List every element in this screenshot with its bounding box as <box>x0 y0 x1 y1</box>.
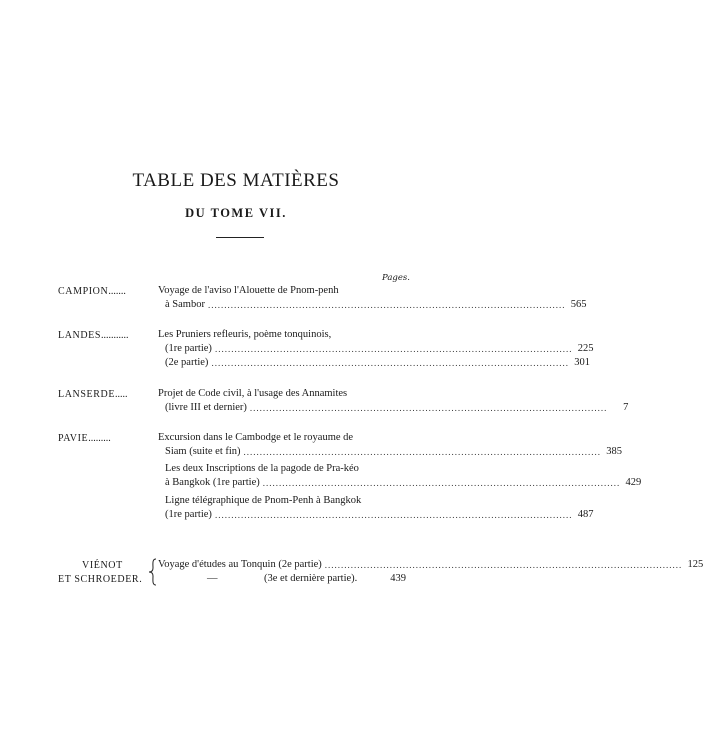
toc-line: Voyage d'études au Tonquin (2e partie) .............................................................................................................. 125 <box>158 559 703 570</box>
toc-line: à Bangkok (1re partie) .............................................................................................................. 429 <box>165 477 642 488</box>
toc-author: LANDES........... <box>58 330 129 341</box>
toc-author: LANSERDE..... <box>58 389 128 400</box>
toc-line: (2e partie) .............................................................................................................. 301 <box>165 357 590 368</box>
toc-line: — (3e et dernière partie). 439 <box>207 573 406 584</box>
page-number: 125 <box>687 559 703 570</box>
page-subtitle: DU TOME VII. <box>185 206 287 220</box>
toc-author: VIÉNOT <box>82 560 123 571</box>
toc-line: (livre III et dernier) .............................................................................................................. 7 <box>165 402 629 413</box>
ditto-mark: — <box>207 573 218 584</box>
dot-leader: .............................................................................................................. <box>324 560 683 570</box>
pages-column-header: Pages. <box>382 273 410 283</box>
brace-icon <box>148 558 158 586</box>
dot-leader: .............................................................................................................. <box>207 300 566 310</box>
toc-author-second: ET SCHROEDER. <box>58 574 143 585</box>
toc-author: PAVIE......... <box>58 433 111 444</box>
toc-line: Ligne télégraphique de Pnom-Penh à Bangkok <box>165 495 362 506</box>
toc-line: à Sambor .............................................................................................................. 565 <box>165 299 587 310</box>
dot-leader: .............................................................................................................. <box>214 510 573 520</box>
dot-leader: .............................................................................................................. <box>214 344 573 354</box>
toc-author: CAMPION....... <box>58 286 126 297</box>
dot-leader: .............................................................................................................. <box>243 447 602 457</box>
toc-line: (1re partie) .............................................................................................................. 487 <box>165 509 594 520</box>
page-number: 301 <box>574 357 590 368</box>
toc-line: Voyage de l'aviso l'Alouette de Pnom-penh <box>158 285 339 296</box>
page-title: TABLE DES MATIÈRES <box>132 170 340 191</box>
dot-leader: .............................................................................................................. <box>262 478 621 488</box>
toc-line: Projet de Code civil, à l'usage des Annamites <box>158 388 348 399</box>
page-number: 439 <box>390 573 406 584</box>
page-number: 429 <box>625 477 642 488</box>
toc-line: Excursion dans le Cambodge et le royaume de <box>158 432 354 443</box>
toc-line: Les deux Inscriptions de la pagode de Pra-kéo <box>165 463 359 474</box>
page-number: 385 <box>606 446 623 457</box>
title-divider <box>216 237 264 238</box>
toc-line: Siam (suite et fin) .............................................................................................................. 385 <box>165 446 623 457</box>
page-number: 225 <box>577 343 594 354</box>
toc-line: (1re partie) .............................................................................................................. 225 <box>165 343 594 354</box>
dot-leader: .............................................................................................................. <box>211 358 569 368</box>
toc-line: Les Pruniers refleuris, poème tonquinois, <box>158 329 332 340</box>
page-number: 7 <box>623 402 629 413</box>
dot-leader: .............................................................................................................. <box>249 403 608 413</box>
page-number: 487 <box>577 509 594 520</box>
page-number: 565 <box>570 299 587 310</box>
